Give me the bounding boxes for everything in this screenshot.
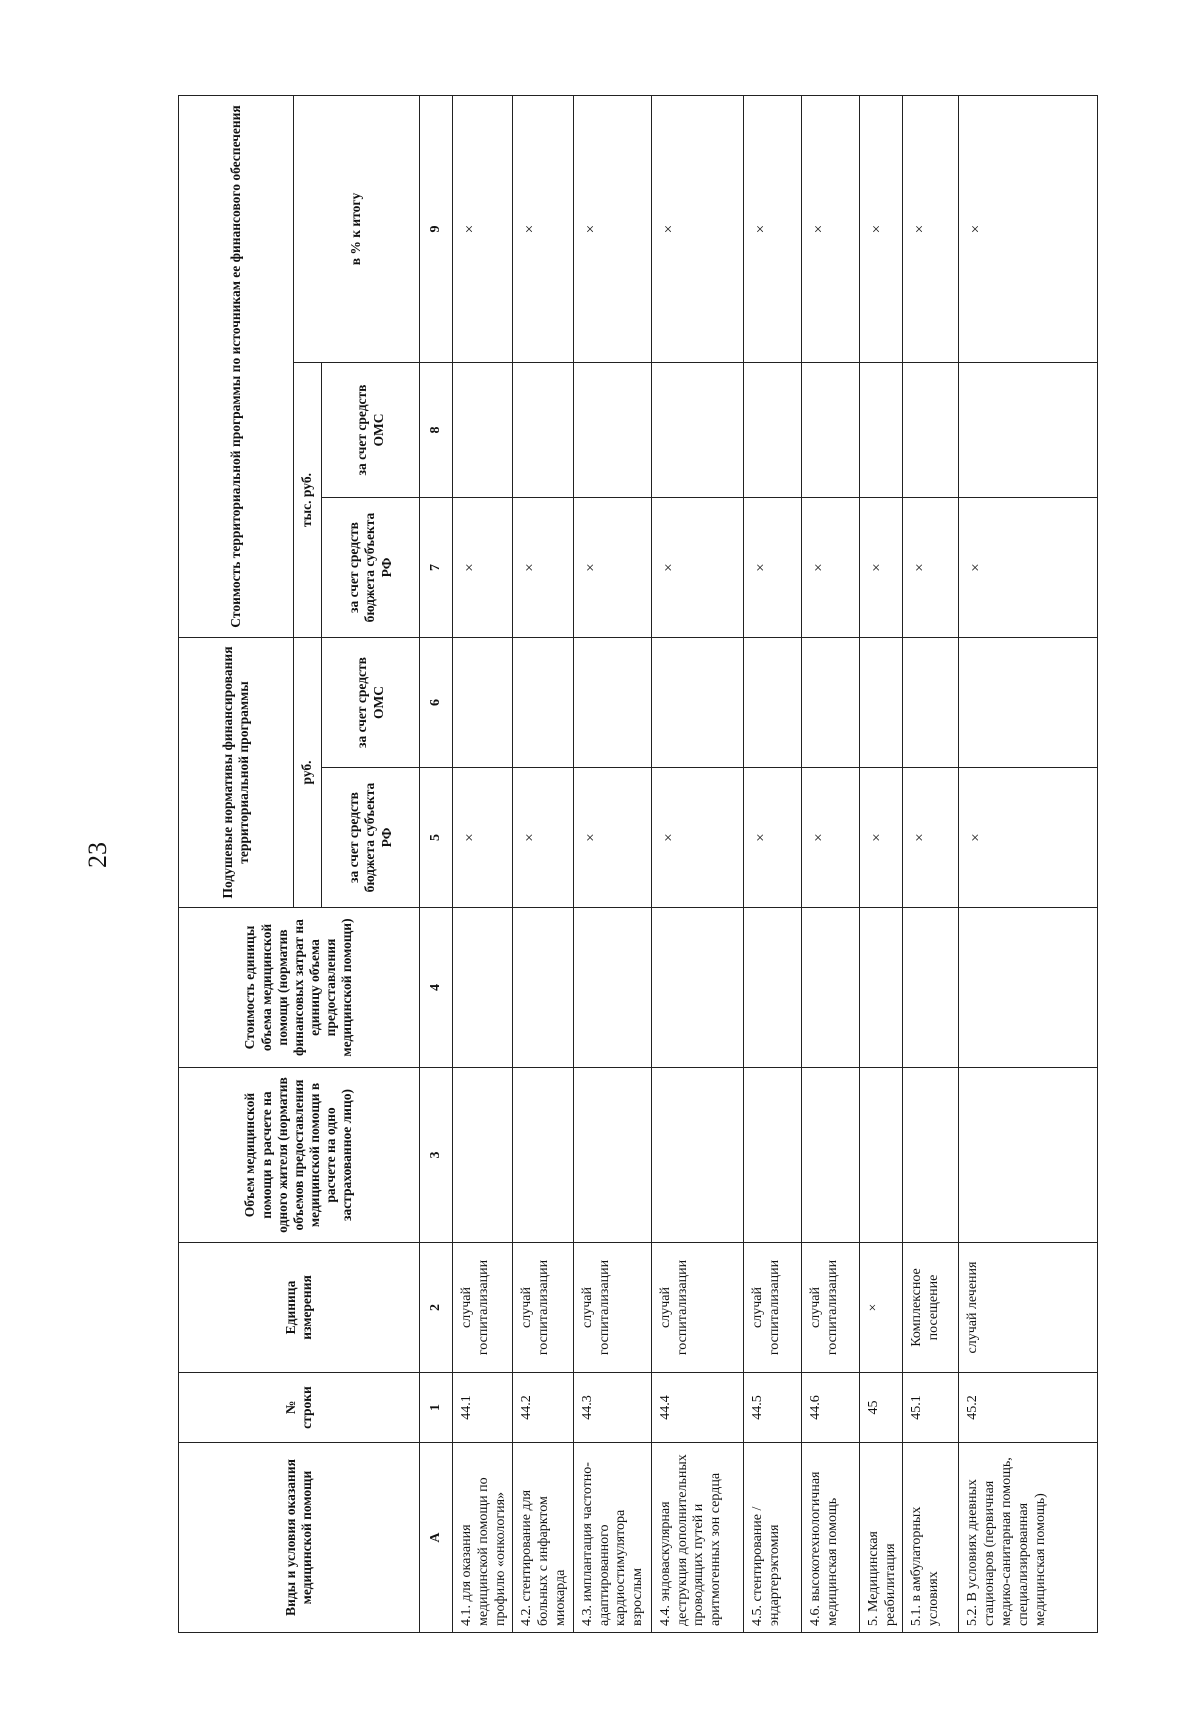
row-c8 (801, 363, 859, 498)
row-name: 5. Медицинская реабилитация (859, 1443, 903, 1633)
row-c8 (743, 363, 801, 498)
header-percent-total: в % к итогу (294, 95, 420, 362)
row-unit-cost (573, 908, 651, 1068)
table-row (801, 95, 859, 1632)
row-c7: × (651, 498, 743, 638)
row-c7: × (859, 498, 903, 638)
header-kind: Виды и условия оказания медицинской помощи (179, 1443, 420, 1633)
row-unit-cost (959, 908, 1098, 1068)
row-number: 45 (859, 1373, 903, 1443)
row-c7: × (801, 498, 859, 638)
index-cell: 8 (420, 363, 453, 498)
rotated-sheet (178, 96, 1098, 1633)
row-unit: случай госпитализации (743, 1243, 801, 1373)
row-name: 5.1. в амбулаторных условиях (903, 1443, 959, 1633)
row-c7: × (513, 498, 573, 638)
row-unit: случай госпитализации (453, 1243, 513, 1373)
row-number: 44.4 (651, 1373, 743, 1443)
financing-table (178, 95, 1098, 1633)
header-volume: Объем медицинской помощи в расчете на одного жителя (норматив объемов предоставления медицинской помощи в расчете на одно застрахованное лицо) (179, 1068, 420, 1243)
row-c6 (651, 638, 743, 768)
row-c6 (959, 638, 1098, 768)
header-cost-group: Стоимость территориальной программы по источникам ее финансового обеспечения (179, 95, 294, 637)
row-c5: × (903, 768, 959, 908)
row-c9: × (743, 95, 801, 362)
header-unit: Единица измерения (179, 1243, 420, 1373)
row-c9: × (859, 95, 903, 362)
header-rub: руб. (294, 638, 322, 908)
row-c7: × (573, 498, 651, 638)
table-row (903, 95, 959, 1632)
index-cell: 2 (420, 1243, 453, 1373)
index-cell: 9 (420, 95, 453, 362)
row-c6 (801, 638, 859, 768)
row-c6 (859, 638, 903, 768)
row-c5: × (651, 768, 743, 908)
row-c9: × (801, 95, 859, 362)
table-row (453, 95, 513, 1632)
row-c9: × (903, 95, 959, 362)
row-name: 4.2. стентирование для больных с инфарктом миокарда (513, 1443, 573, 1633)
row-name: 5.2. В условиях дневных стационаров (первичная медико-санитарная помощь, специализированная медицинская помощь) (959, 1443, 1098, 1633)
row-unit-cost (743, 908, 801, 1068)
row-unit: случай лечения (959, 1243, 1098, 1373)
row-c8 (513, 363, 573, 498)
header-unit-cost: Стоимость единицы объема медицинской помощи (норматив финансовых затрат на единицу объема предоставления медицинской помощи) (179, 908, 420, 1068)
row-c7: × (453, 498, 513, 638)
header-per-capita-group: Подушевые нормативы финансирования территориальной программы (179, 638, 294, 908)
index-cell: 1 (420, 1373, 453, 1443)
header-per-capita-budget: за счет средств бюджета субъекта РФ (322, 768, 420, 908)
table-row (959, 95, 1098, 1632)
row-name: 4.5. стентирование / эндартерэктомия (743, 1443, 801, 1633)
row-volume (959, 1068, 1098, 1243)
table-wrap (178, 96, 1098, 1633)
index-cell: А (420, 1443, 453, 1633)
header-row-number: № строки (179, 1373, 420, 1443)
row-name: 4.4. эндоваскулярная деструкция дополнительных проводящих путей и аритмогенных зон сердца (651, 1443, 743, 1633)
row-c8 (959, 363, 1098, 498)
row-number: 45.2 (959, 1373, 1098, 1443)
index-cell: 7 (420, 498, 453, 638)
row-volume (453, 1068, 513, 1243)
row-c6 (453, 638, 513, 768)
table-row (573, 95, 651, 1632)
row-unit: Комплексное посещение (903, 1243, 959, 1373)
row-c8 (453, 363, 513, 498)
row-number: 44.2 (513, 1373, 573, 1443)
row-unit: × (859, 1243, 903, 1373)
header-cost-oms: за счет средств ОМС (322, 363, 420, 498)
row-unit: случай госпитализации (801, 1243, 859, 1373)
row-volume (743, 1068, 801, 1243)
row-c9: × (959, 95, 1098, 362)
row-c6 (743, 638, 801, 768)
index-cell: 3 (420, 1068, 453, 1243)
row-unit-cost (801, 908, 859, 1068)
index-cell: 6 (420, 638, 453, 768)
row-unit-cost (903, 908, 959, 1068)
row-volume (859, 1068, 903, 1243)
row-name: 4.6. высокотехнологичная медицинская помощь (801, 1443, 859, 1633)
row-c5: × (959, 768, 1098, 908)
table-row (513, 95, 573, 1632)
row-c5: × (801, 768, 859, 908)
row-c6 (903, 638, 959, 768)
row-number: 44.6 (801, 1373, 859, 1443)
row-c9: × (573, 95, 651, 362)
page-number: 23 (83, 842, 112, 868)
row-volume (513, 1068, 573, 1243)
row-c7: × (959, 498, 1098, 638)
row-c5: × (453, 768, 513, 908)
header-thousand-rub: тыс. руб. (294, 363, 322, 638)
row-name: 4.1. для оказания медицинской помощи по профилю «онкология» (453, 1443, 513, 1633)
row-c6 (513, 638, 573, 768)
row-unit: случай госпитализации (513, 1243, 573, 1373)
row-number: 44.5 (743, 1373, 801, 1443)
row-unit-cost (859, 908, 903, 1068)
row-volume (651, 1068, 743, 1243)
row-c8 (651, 363, 743, 498)
row-c6 (573, 638, 651, 768)
row-c9: × (651, 95, 743, 362)
row-number: 44.3 (573, 1373, 651, 1443)
row-unit-cost (453, 908, 513, 1068)
row-c8 (573, 363, 651, 498)
row-unit-cost (513, 908, 573, 1068)
row-unit-cost (651, 908, 743, 1068)
row-volume (573, 1068, 651, 1243)
row-volume (801, 1068, 859, 1243)
row-c9: × (453, 95, 513, 362)
row-name: 4.3. имплантация частотно-адаптированного кардиостимулятора взрослым (573, 1443, 651, 1633)
row-c5: × (859, 768, 903, 908)
header-cost-budget: за счет средств бюджета субъекта РФ (322, 498, 420, 638)
table-row (859, 95, 903, 1632)
row-unit: случай госпитализации (651, 1243, 743, 1373)
row-c7: × (743, 498, 801, 638)
index-cell: 4 (420, 908, 453, 1068)
header-per-capita-oms: за счет средств ОМС (322, 638, 420, 768)
row-volume (903, 1068, 959, 1243)
row-number: 45.1 (903, 1373, 959, 1443)
table-row (743, 95, 801, 1632)
table-row (651, 95, 743, 1632)
row-c5: × (743, 768, 801, 908)
row-c8 (903, 363, 959, 498)
row-c5: × (573, 768, 651, 908)
index-cell: 5 (420, 768, 453, 908)
row-c7: × (903, 498, 959, 638)
row-c5: × (513, 768, 573, 908)
row-c8 (859, 363, 903, 498)
row-unit: случай госпитализации (573, 1243, 651, 1373)
row-c9: × (513, 95, 573, 362)
row-number: 44.1 (453, 1373, 513, 1443)
